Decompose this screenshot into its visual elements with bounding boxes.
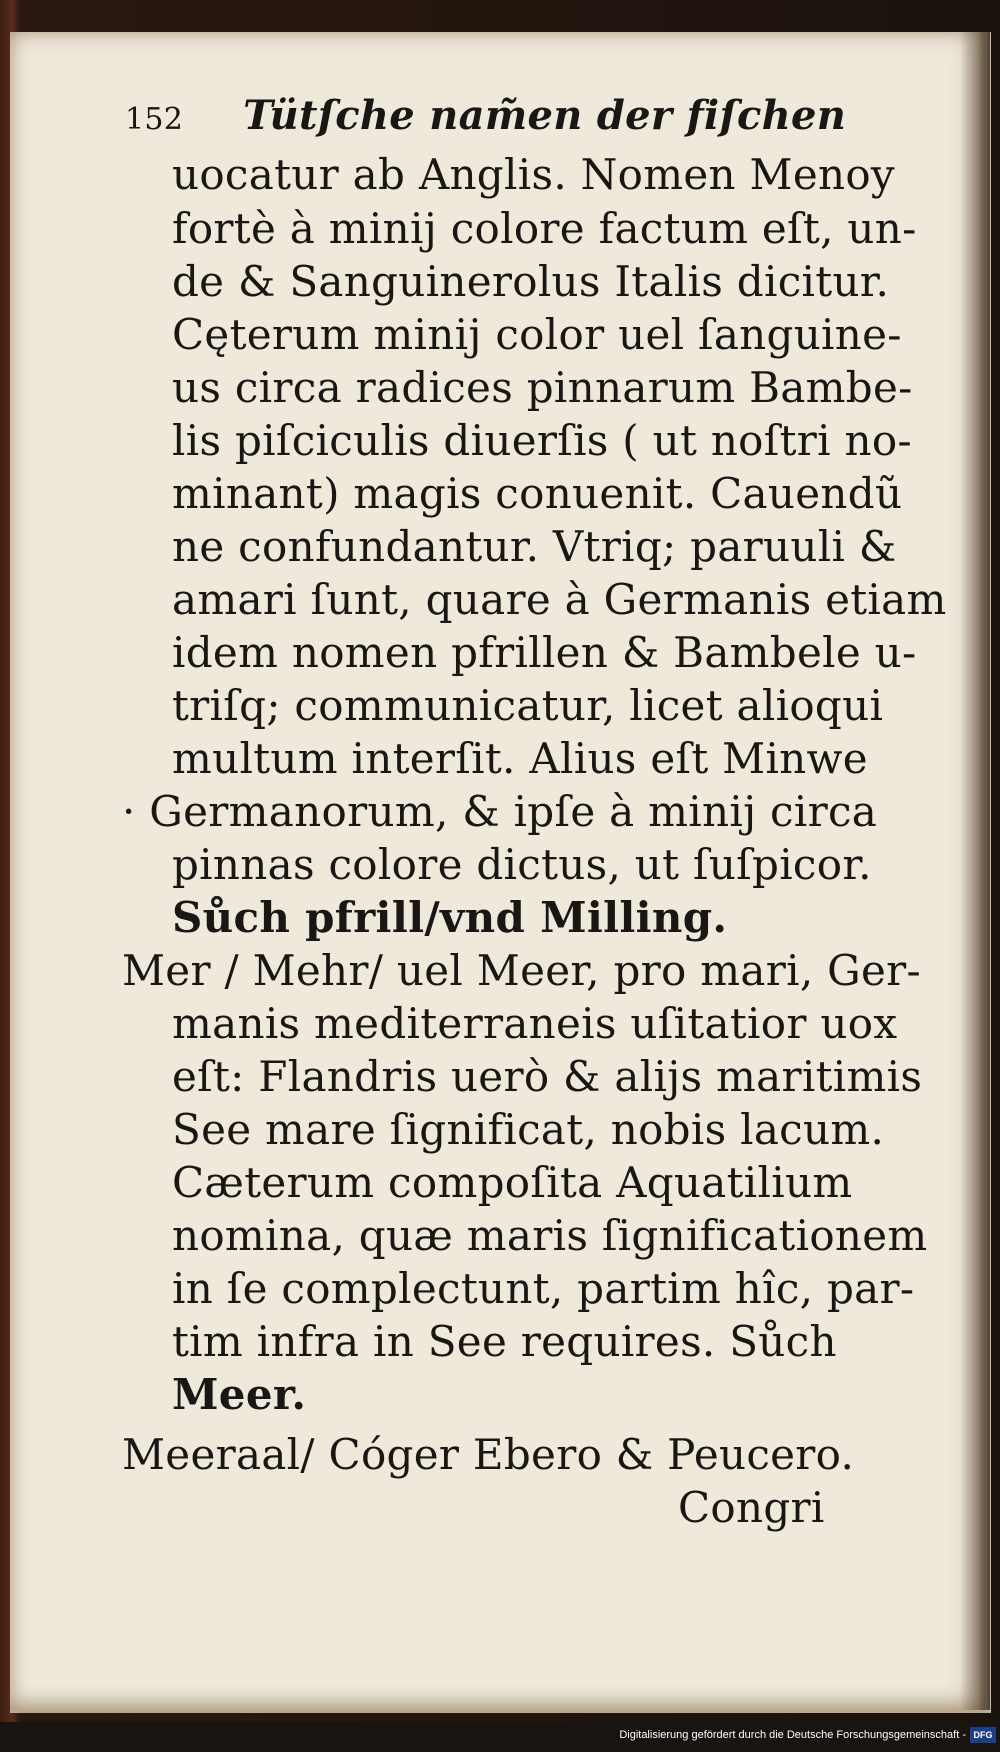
entry-heading-line: Meeraal/ Cóger Ebero & Peucero. [122,1430,855,1479]
page-number: 152 [125,102,184,137]
text-line: in ſe complectunt, partim hîc, par- [172,1264,915,1313]
text-line: triſq; communicatur, licet alioqui [172,681,884,730]
footer-bar [0,1722,1000,1752]
entry-heading-line: Mer / Mehr/ uel Meer, pro mari, Ger- [122,946,921,995]
text-line: tim infra in See requires. Sůch [172,1317,837,1366]
text-line: minant) magis conuenit. Cauendũ [172,469,903,518]
dfg-logo: DFG [970,1727,996,1743]
text-line: lis piſciculis diuerſis ( ut noſtri no- [172,416,912,465]
running-header [125,92,846,139]
book-page [10,32,991,1713]
page-spine-shadow [960,32,990,1710]
text-line: idem nomen pfrillen & Bambele u- [172,628,917,677]
page-text [10,32,985,1710]
text-line: · Germanorum, & ipſe à minij circa [122,787,878,836]
text-line: nomina, quæ maris ſignificationem [172,1211,928,1260]
text-line: amari ſunt, quare à Germanis etiam [172,575,947,624]
text-line: de & Sanguinerolus Italis dicitur. [172,257,890,306]
text-line: Cęterum minij color uel ſanguine- [172,310,902,359]
text-line: Cæterum compoſita Aquatilium [172,1158,853,1207]
text-line: us circa radices pinnarum Bambe- [172,363,913,412]
text-line: ne confundantur. Vtriq; paruuli & [172,522,897,571]
see-also-line: Sůch pfrill/vnd Milling. [172,893,728,942]
text-line: manis mediterraneis uſitatior uox [172,999,898,1048]
text-line: eſt: Flandris uerò & alijs maritimis [172,1052,923,1101]
running-head-title: Tütſche nam̃en der fiſchen [243,92,847,139]
text-line: uocatur ab Anglis. Nomen Menoy [172,150,895,199]
text-line: fortè à minij colore factum eſt, un- [172,204,917,253]
text-line: See mare ſignificat, nobis lacum. [172,1105,885,1154]
see-also-line: Meer. [172,1370,307,1419]
catchword: Congri [678,1483,825,1532]
funding-credit: Digitalisierung gefördert durch die Deutsche Forschungsgemeinschaft - [619,1729,966,1741]
text-line: multum interſit. Alius eſt Minwe [172,734,868,783]
text-line: pinnas colore dictus, ut ſuſpicor. [172,840,872,889]
